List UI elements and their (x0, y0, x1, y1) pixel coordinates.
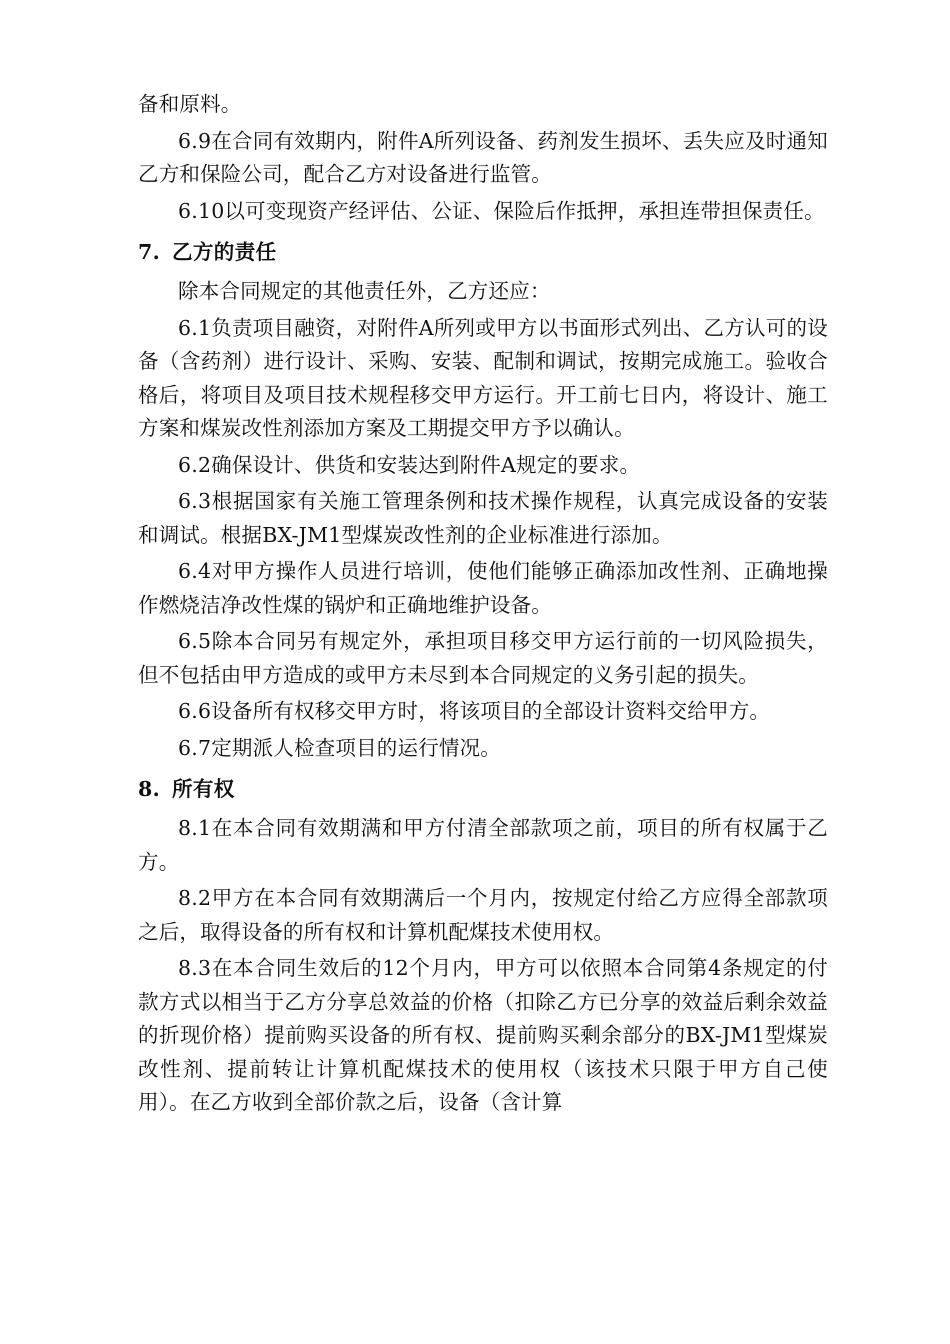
section-title: 所有权 (172, 777, 235, 801)
clause-7-6-7: 6.7定期派人检查项目的运行情况。 (178, 735, 502, 760)
clause-8-3: 8.3在本合同生效后的12个月内，甲方可以依照本合同第4条规定的付款方式以相当于乙方分享总效益的价格（扣除乙方已分享的效益后剩余效益的折现价格）提前购买设备的所有权、提前购买剩余部分的BX-JM1型煤炭改性剂、提前转让计算机配煤技术的使用权（该技术只限于甲方自己使用）。在乙方收到全部价款之后，设备（含计算 (138, 956, 828, 1114)
clause-8-1: 8.1在本合同有效期满和甲方付清全部款项之前，项目的所有权属于乙方。 (138, 816, 828, 874)
document-page (138, 88, 828, 1123)
clause-8-2: 8.2甲方在本合同有效期满后一个月内，按规定付给乙方应得全部款项之后，取得设备的所有权和计算机配煤技术使用权。 (138, 886, 828, 944)
clause-7-6-5: 6.5除本合同另有规定外，承担项目移交甲方运行前的一切风险损失，但不包括由甲方造成的或甲方未尽到本合同规定的义务引起的损失。 (138, 629, 828, 687)
section-number: 7. (138, 240, 161, 264)
section-number: 8. (138, 777, 161, 801)
clause-7-6-3: 6.3根据国家有关施工管理条例和技术操作规程，认真完成设备的安装和调试。根据BX-JM1型煤炭改性剂的企业标准进行添加。 (138, 489, 828, 547)
clause-6-10: 6.10以可变现资产经评估、公证、保险后作抵押，承担连带担保责任。 (178, 198, 825, 223)
clause-7-6-6: 6.6设备所有权移交甲方时，将该项目的全部设计资料交给甲方。 (178, 699, 771, 723)
paragraph-continuation: 备和原料。 (138, 92, 242, 116)
clause-7-6-2: 6.2确保设计、供货和安装达到附件A规定的要求。 (178, 452, 641, 477)
clause-6-9: 6.9在合同有效期内，附件A所列设备、药剂发生损坏、丢失应及时通知乙方和保险公司，配合乙方对设备进行监管。 (138, 128, 828, 186)
section-7-intro: 除本合同规定的其他责任外，乙方还应： (178, 279, 551, 303)
section-title: 乙方的责任 (172, 240, 277, 264)
section-heading-7 (138, 236, 828, 269)
section-heading-8 (138, 773, 828, 806)
clause-7-6-1: 6.1负责项目融资，对附件A所列或甲方以书面形式列出、乙方认可的设备（含药剂）进行设计、采购、安装、配制和调试，按期完成施工。验收合格后，将项目及项目技术规程移交甲方运行。开工前七日内，将设计、施工方案和煤炭改性剂添加方案及工期提交甲方予以确认。 (138, 315, 828, 440)
clause-7-6-4: 6.4对甲方操作人员进行培训，使他们能够正确添加改性剂、正确地操作燃烧洁净改性煤的锅炉和正确地维护设备。 (138, 559, 828, 617)
